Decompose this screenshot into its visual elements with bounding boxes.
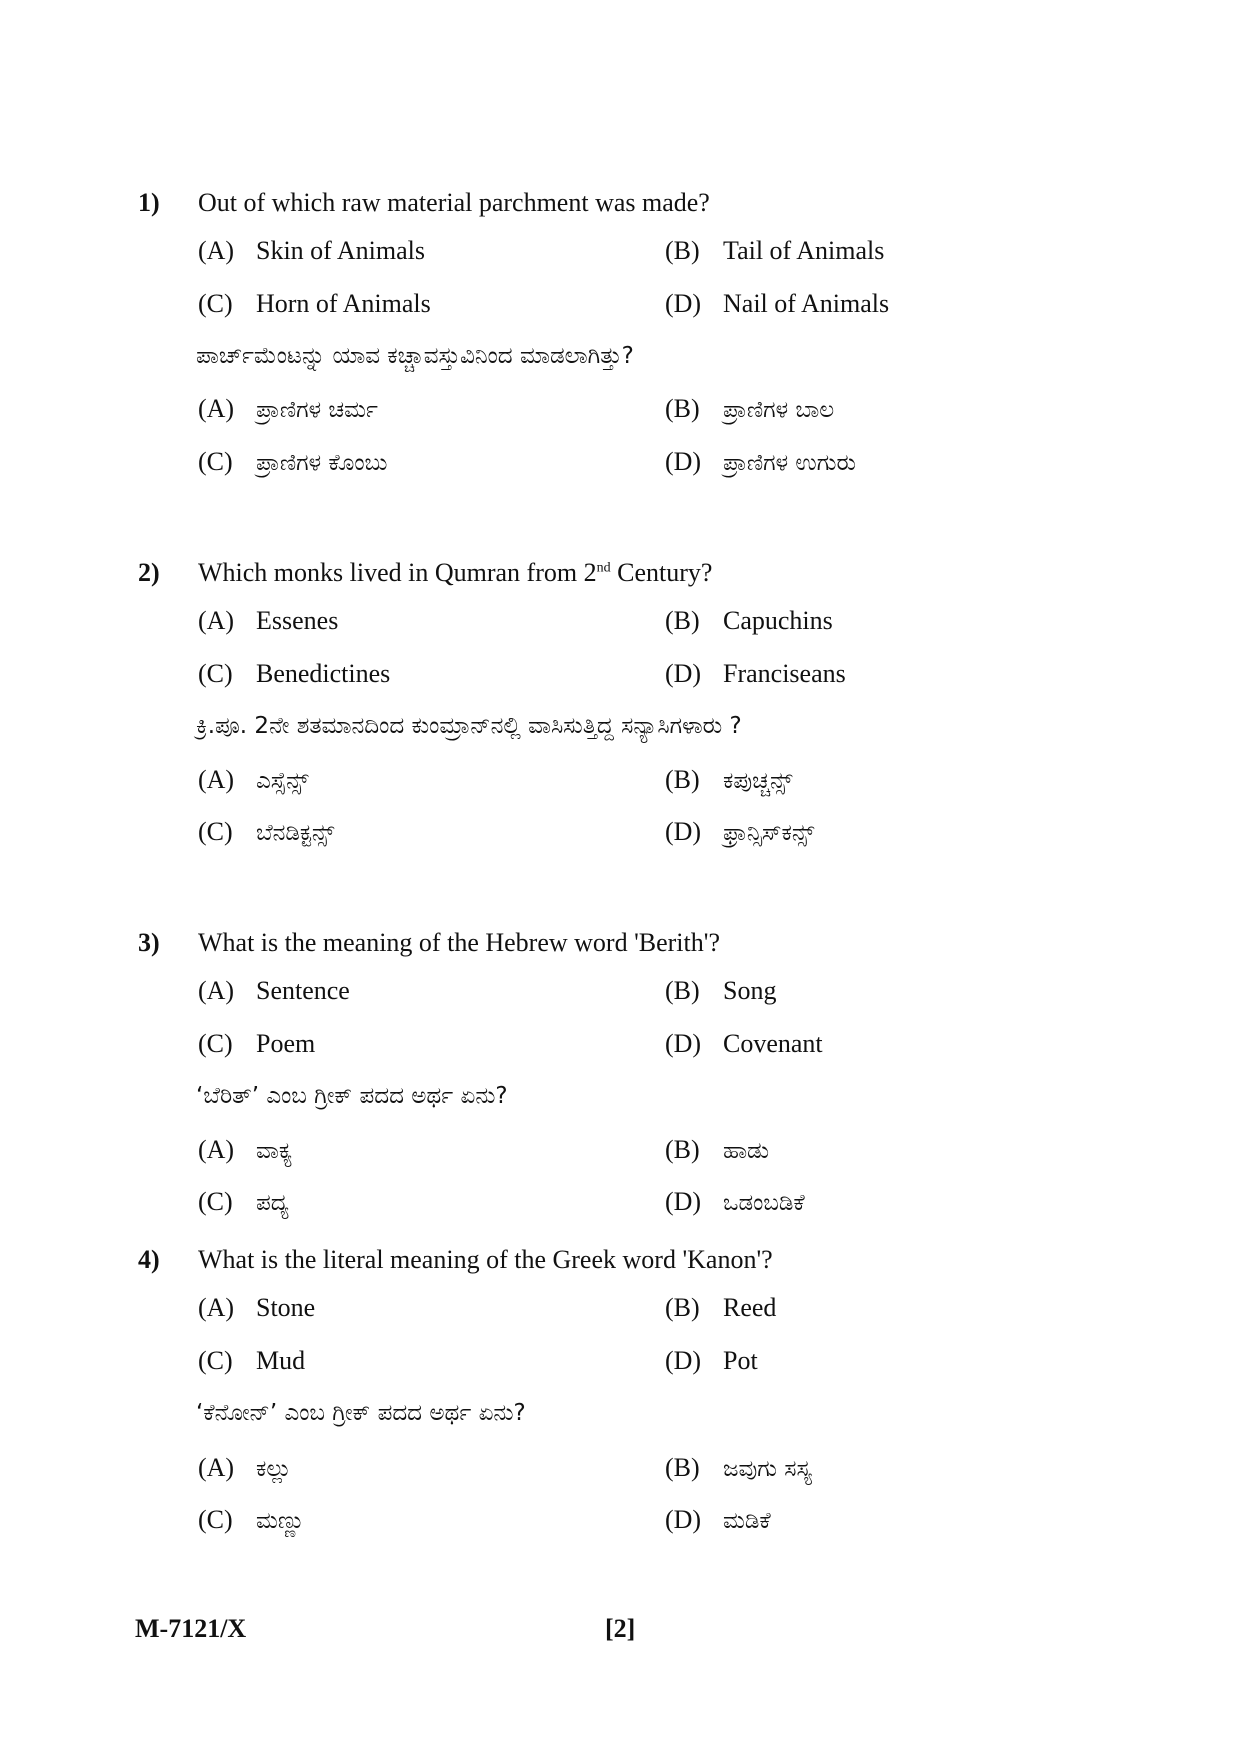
question-text: What is the meaning of the Hebrew word 'Berith'? xyxy=(198,928,720,957)
question-text-kannada: ಪಾರ್ಚ್‌ಮೆಂಟನ್ನು ಯಾವ ಕಚ್ಚಾವಸ್ತುವಿನಿಂದ ಮಾಡಲಾಗಿತ್ತು? xyxy=(196,343,634,369)
option-label: (B) xyxy=(665,236,700,265)
option-a-kannada xyxy=(198,1453,291,1483)
option-c xyxy=(198,1029,315,1059)
option-label: (A) xyxy=(198,976,235,1005)
option-label: (C) xyxy=(198,447,233,476)
option-label: (D) xyxy=(665,817,702,846)
option-label: (D) xyxy=(665,1029,702,1058)
option-label: (C) xyxy=(198,1029,233,1058)
question-text-part: Century? xyxy=(610,558,713,587)
option-c xyxy=(198,659,390,689)
option-text: ಫ್ರಾನ್ಸಿಸ್‌ಕನ್ಸ್ xyxy=(723,820,815,846)
option-label: (A) xyxy=(198,1293,235,1322)
option-b xyxy=(665,606,833,636)
ordinal-suffix: nd xyxy=(596,560,611,576)
option-label: (D) xyxy=(665,1346,702,1375)
option-text: ಕಲ್ಲು xyxy=(256,1456,292,1482)
option-text: Reed xyxy=(723,1293,777,1322)
option-label: (C) xyxy=(198,1346,233,1375)
question-text: Out of which raw material parchment was made? xyxy=(198,188,710,217)
option-text: ಬೆನಡಿಕ್ಟನ್ಸ್ xyxy=(256,820,335,846)
question-text: What is the literal meaning of the Greek word 'Kanon'? xyxy=(198,1245,773,1274)
option-a xyxy=(198,606,338,636)
option-label: (A) xyxy=(198,394,235,423)
option-d xyxy=(665,1346,758,1376)
option-text: ಪ್ರಾಣಿಗಳ ಬಾಲ xyxy=(723,397,835,423)
option-text: Franciseans xyxy=(723,659,846,688)
question-number: 1) xyxy=(138,188,160,217)
option-label: (D) xyxy=(665,447,702,476)
option-c-kannada xyxy=(198,817,334,847)
option-label: (B) xyxy=(665,1453,700,1482)
option-b xyxy=(665,976,776,1006)
option-text: Covenant xyxy=(723,1029,823,1058)
option-label: (B) xyxy=(665,1135,700,1164)
option-text: Horn of Animals xyxy=(256,289,431,318)
option-text: Pot xyxy=(723,1346,758,1375)
option-label: (A) xyxy=(198,1135,235,1164)
question-number: 4) xyxy=(138,1245,160,1274)
option-text: Stone xyxy=(256,1293,316,1322)
option-text: ಮಣ್ಣು xyxy=(256,1508,305,1534)
option-text: ಪ್ರಾಣಿಗಳ ಉಗುರು xyxy=(723,450,856,476)
question-text-kannada: ಕ್ರಿ.ಪೂ. 2ನೇ ಶತಮಾನದಿಂದ ಕುಂಮ್ರಾನ್‌ನಲ್ಲಿ ವಾಸಿಸುತ್ತಿದ್ದ ಸನ್ಯಾಸಿಗಳಾರು ? xyxy=(196,713,742,739)
option-text: ಮಡಿಕೆ xyxy=(723,1508,771,1534)
option-label: (C) xyxy=(198,1505,233,1534)
option-text: Tail of Animals xyxy=(723,236,885,265)
option-label: (D) xyxy=(665,659,702,688)
option-text: Sentence xyxy=(256,976,350,1005)
option-text: Poem xyxy=(256,1029,316,1058)
option-c-kannada xyxy=(198,1505,305,1535)
option-b-kannada xyxy=(665,1135,769,1165)
option-c xyxy=(198,1346,305,1376)
option-c-kannada xyxy=(198,1187,289,1217)
option-d-kannada xyxy=(665,1187,805,1217)
question-text xyxy=(198,558,712,588)
option-text: ಹಾಡು xyxy=(723,1138,770,1164)
option-text: ಜವುಗು ಸಸ್ಯ xyxy=(723,1456,812,1482)
paper-code: M-7121/X xyxy=(135,1614,247,1643)
option-d-kannada xyxy=(665,817,814,847)
option-a xyxy=(198,1293,315,1323)
question-text-kannada: ‘ಕೆನೋನ್’ ಎಂಬ ಗ್ರೀಕ್ ಪದದ ಅರ್ಥ ಏನು? xyxy=(196,1400,526,1426)
option-d-kannada xyxy=(665,1505,771,1535)
option-label: (C) xyxy=(198,289,233,318)
option-d xyxy=(665,659,846,689)
option-label: (A) xyxy=(198,1453,235,1482)
option-label: (C) xyxy=(198,659,233,688)
option-text: Nail of Animals xyxy=(723,289,890,318)
option-b xyxy=(665,1293,776,1323)
option-text: Mud xyxy=(256,1346,306,1375)
option-c xyxy=(198,289,431,319)
option-a xyxy=(198,236,425,266)
option-a-kannada xyxy=(198,1135,292,1165)
question-text-part: Which monks lived in Qumran from 2 xyxy=(198,558,597,587)
option-a xyxy=(198,976,350,1006)
option-a-kannada xyxy=(198,765,309,795)
question-number: 2) xyxy=(138,558,160,587)
option-text: ಒಡಂಬಡಿಕೆ xyxy=(723,1190,805,1216)
page-number: [2] xyxy=(605,1614,636,1643)
option-label: (B) xyxy=(665,976,700,1005)
option-label: (A) xyxy=(198,236,235,265)
option-text: Benedictines xyxy=(256,659,391,688)
option-label: (C) xyxy=(198,817,233,846)
question-text-kannada: ‘ಬೆರಿತ್’ ಎಂಬ ಗ್ರೀಕ್ ಪದದ ಅರ್ಥ ಏನು? xyxy=(196,1083,508,1109)
option-d xyxy=(665,1029,823,1059)
option-text: ವಾಕ್ಯ xyxy=(256,1138,293,1164)
option-b-kannada xyxy=(665,394,834,424)
option-b xyxy=(665,236,884,266)
option-b-kannada xyxy=(665,765,793,795)
option-label: (D) xyxy=(665,1187,702,1216)
option-text: Essenes xyxy=(256,606,339,635)
option-label: (B) xyxy=(665,394,700,423)
option-text: ಕಪುಚ್ಚನ್ಸ್ xyxy=(723,768,793,794)
option-label: (D) xyxy=(665,1505,702,1534)
option-label: (C) xyxy=(198,1187,233,1216)
option-a-kannada xyxy=(198,394,378,424)
option-label: (A) xyxy=(198,765,235,794)
option-c-kannada xyxy=(198,447,387,477)
option-text: Capuchins xyxy=(723,606,833,635)
option-b-kannada xyxy=(665,1453,812,1483)
option-text: ಪ್ರಾಣಿಗಳ ಕೊಂಬು xyxy=(256,450,388,476)
option-label: (D) xyxy=(665,289,702,318)
option-text: Song xyxy=(723,976,777,1005)
option-label: (B) xyxy=(665,606,700,635)
option-label: (A) xyxy=(198,606,235,635)
option-label: (B) xyxy=(665,765,700,794)
option-text: ಪದ್ಯ xyxy=(256,1190,289,1216)
option-d-kannada xyxy=(665,447,856,477)
option-text: ಎಸ್ಸೆನ್ಸ್ xyxy=(256,768,309,794)
option-text: ಪ್ರಾಣಿಗಳ ಚರ್ಮ xyxy=(256,397,378,423)
option-d xyxy=(665,289,889,319)
option-text: Skin of Animals xyxy=(256,236,426,265)
question-number: 3) xyxy=(138,928,160,957)
option-label: (B) xyxy=(665,1293,700,1322)
